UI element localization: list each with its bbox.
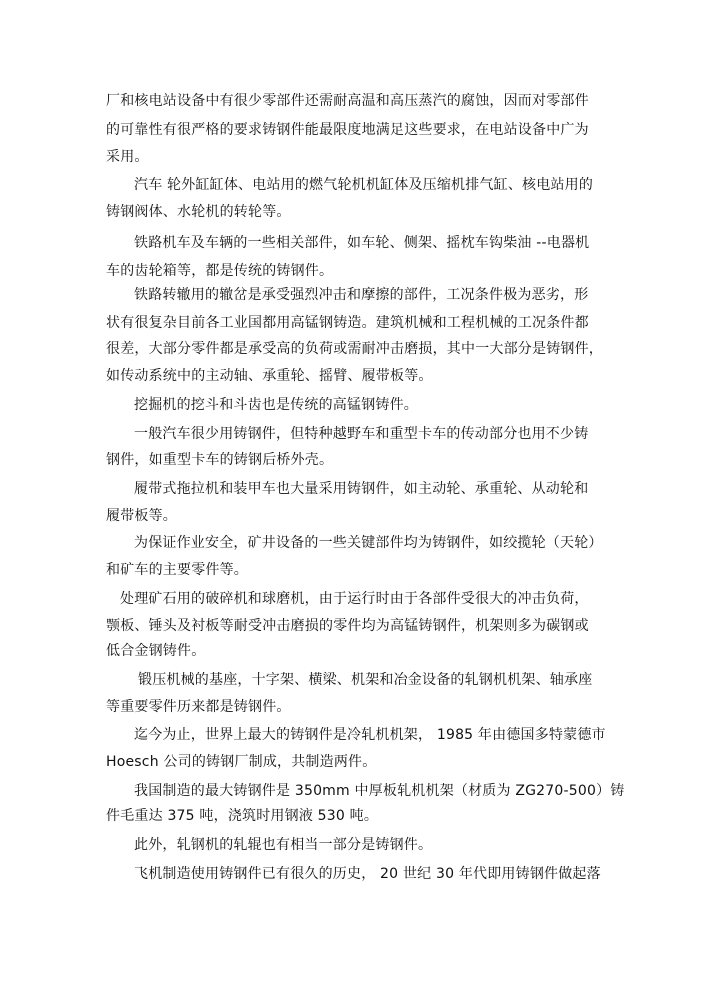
text-line: 状有很复杂目前各工业国都用高锰钢铸造。建筑机械和工程机械的工况条件都 [106, 315, 589, 331]
text-line: Hoesch 公司的铸钢厂制成，共制造两件。 [106, 754, 377, 770]
text-line: 等重要零件历来都是铸钢件。 [106, 699, 291, 715]
text-line: 汽车 轮外缸缸体、电站用的燃气轮机机缸体及压缩机排气缸、核电站用的 [134, 177, 594, 193]
text-line: 履带式拖拉机和装甲车也大量采用铸钢件，如主动轮、承重轮、从动轮和 [134, 481, 589, 497]
text-line: 采用。 [106, 149, 149, 165]
text-line: 厂和核电站设备中有很少零部件还需耐高温和高压蒸汽的腐蚀，因而对零部件 [106, 93, 589, 109]
text-line: 很差，大部分零件都是承受高的负荷或需耐冲击磨损，其中一大部分是铸钢件， [106, 341, 603, 357]
text-line: 履带板等。 [106, 508, 177, 524]
text-line: 飞机制造使用铸钢件已有很久的历史， 20 世纪 30 年代即用铸钢件做起落 [134, 866, 601, 882]
text-line: 低合金钢铸件。 [106, 643, 206, 659]
text-line: 处理矿石用的破碎机和球磨机，由于运行时由于各部件受很大的冲击负荷， [120, 591, 589, 607]
text-line: 的可靠性有很严格的要求铸钢件能最限度地满足这些要求，在电站设备中广为 [106, 122, 589, 138]
text-line: 挖掘机的挖斗和斗齿也是传统的高锰钢铸件。 [134, 397, 418, 413]
text-line: 如传动系统中的主动轴、承重轮、摇臂、履带板等。 [106, 368, 433, 384]
text-line: 为保证作业安全，矿井设备的一些关键部件均为铸钢件，如绞揽轮（天轮） [134, 535, 603, 551]
text-line: 车的齿轮箱等，都是传统的铸钢件。 [106, 263, 334, 279]
text-line: 锻压机械的基座，十字架、横梁、机架和冶金设备的轧钢机机架、轴承座 [138, 672, 593, 688]
text-line: 迄今为止，世界上最大的铸钢件是冷轧机机架， 1985 年由德国多特蒙德市 [134, 727, 606, 743]
text-line: 铁路机车及车辆的一些相关部件，如车轮、侧架、摇枕车钩柴油 --电器机 [134, 235, 590, 251]
text-line: 颚板、锤头及衬板等耐受冲击磨损的零件均为高锰铸钢件，机架则多为碳钢或 [106, 618, 589, 634]
text-line: 件毛重达 375 吨，浇筑时用钢液 530 吨。 [106, 808, 379, 824]
text-line: 铁路转辙用的辙岔是承受强烈冲击和摩擦的部件，工况条件极为恶劣，形 [134, 287, 589, 303]
text-line: 我国制造的最大铸钢件是 350mm 中厚板轧机机架（材质为 ZG270-500）铸 [134, 783, 625, 799]
text-line: 铸钢阀体、水轮机的转轮等。 [106, 204, 291, 220]
text-line: 此外，轧钢机的轧辊也有相当一部分是铸钢件。 [134, 837, 433, 853]
text-line: 和矿车的主要零件等。 [106, 562, 248, 578]
text-line: 钢件，如重型卡车的铸钢后桥外壳。 [106, 452, 334, 468]
text-line: 一般汽车很少用铸钢件，但特种越野车和重型卡车的传动部分也用不少铸 [134, 426, 589, 442]
